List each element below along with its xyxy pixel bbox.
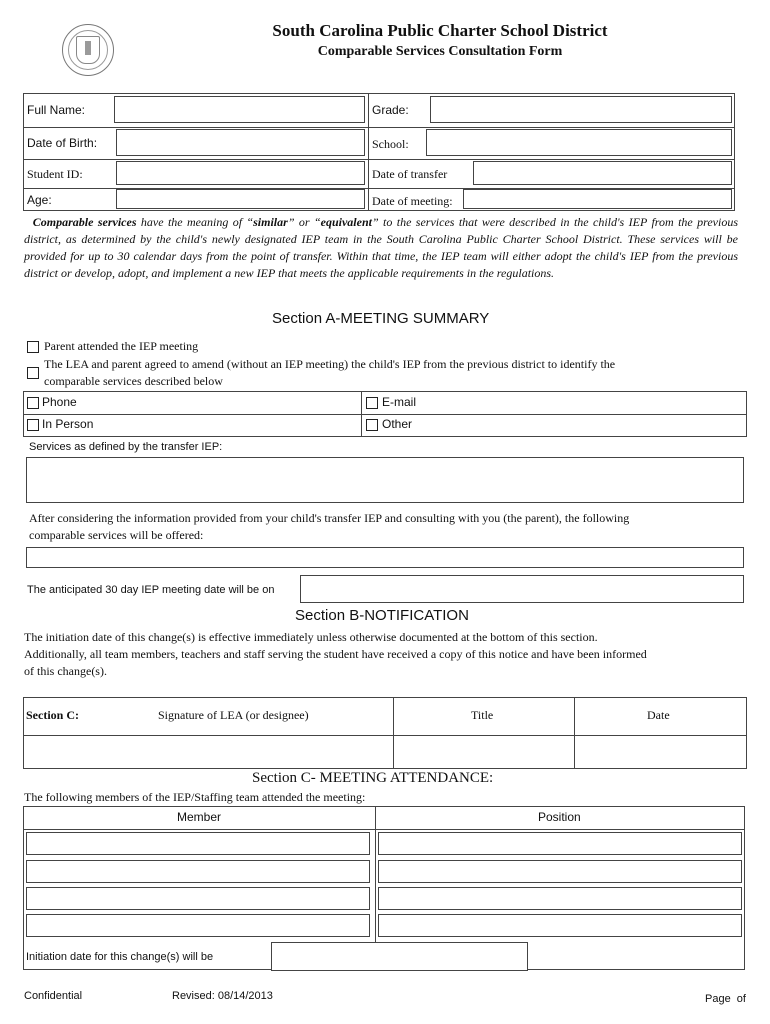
position-field-1[interactable] bbox=[378, 832, 742, 855]
form-subtitle: Comparable Services Consultation Form bbox=[317, 44, 563, 59]
intro-paragraph: Comparable services have the meaning of “similar” or “equivalent” to the services that were described in the child's IEP from the previous district, as determined by the child's newly designated IEP team in the South Carolina Public Charter School District. These services will be provided for up to 30 calendar days from the point of transfer. Within that time, the IEP team will either adopt the child's IEP from the previous district or develop, adopt, and implement a new IEP that meets the applicable requirements in the regulations. bbox=[24, 215, 738, 280]
phone-checkbox[interactable] bbox=[27, 397, 39, 409]
initiation-date-label: Initiation date for this change(s) will be bbox=[26, 951, 214, 963]
lea-title-field[interactable] bbox=[393, 735, 573, 768]
other-checkbox[interactable] bbox=[366, 419, 378, 431]
full-name-field[interactable] bbox=[114, 96, 365, 123]
member-header: Member bbox=[177, 810, 222, 824]
transfer-services-field[interactable] bbox=[26, 457, 744, 503]
agreed-amend-label-line1: The LEA and parent agreed to amend (without an IEP meeting) the child's IEP from the previous district to identify the bbox=[44, 357, 616, 371]
dob-label: Date of Birth: bbox=[27, 136, 98, 150]
lea-date-field[interactable] bbox=[574, 735, 746, 768]
lea-signature-field[interactable] bbox=[24, 735, 392, 768]
parent-attended-checkbox[interactable] bbox=[27, 341, 39, 353]
section-a-heading: Section A-MEETING SUMMARY bbox=[272, 310, 490, 327]
grade-field[interactable] bbox=[430, 96, 732, 123]
attendance-intro: The following members of the IEP/Staffing team attended the meeting: bbox=[24, 790, 366, 804]
section-b-heading: Section B-NOTIFICATION bbox=[295, 607, 469, 624]
member-field-3[interactable] bbox=[26, 887, 370, 910]
position-header: Position bbox=[538, 810, 581, 824]
meeting-date-field[interactable] bbox=[463, 189, 732, 209]
grade-label: Grade: bbox=[372, 103, 409, 117]
email-checkbox[interactable] bbox=[366, 397, 378, 409]
agreed-amend-checkbox[interactable] bbox=[27, 367, 39, 379]
form-title: South Carolina Public Charter School District bbox=[272, 21, 608, 40]
school-label: School: bbox=[372, 137, 409, 151]
date-header: Date bbox=[647, 708, 670, 722]
initiation-date-field[interactable] bbox=[271, 942, 528, 971]
services-label: Services as defined by the transfer IEP: bbox=[29, 441, 223, 453]
agreed-amend-label-line2: comparable services described below bbox=[44, 374, 223, 388]
member-field-2[interactable] bbox=[26, 860, 370, 883]
in-person-label: In Person bbox=[42, 417, 94, 431]
age-field[interactable] bbox=[116, 189, 365, 209]
other-label: Other bbox=[382, 417, 413, 431]
position-field-4[interactable] bbox=[378, 914, 742, 937]
notification-line3: of this change(s). bbox=[24, 664, 107, 678]
in-person-checkbox[interactable] bbox=[27, 419, 39, 431]
section-c-label: Section C: bbox=[26, 708, 79, 722]
member-field-4[interactable] bbox=[26, 914, 370, 937]
phone-label: Phone bbox=[42, 395, 77, 409]
email-label: E-mail bbox=[382, 395, 417, 409]
attendance-heading: Section C- MEETING ATTENDANCE: bbox=[252, 770, 494, 786]
student-id-field[interactable] bbox=[116, 161, 365, 185]
position-field-3[interactable] bbox=[378, 887, 742, 910]
transfer-date-label: Date of transfer bbox=[372, 167, 448, 181]
dob-field[interactable] bbox=[116, 129, 365, 156]
page-number: Page of bbox=[705, 993, 746, 1005]
offered-services-field[interactable] bbox=[26, 547, 744, 568]
anticipated-date-field[interactable] bbox=[300, 575, 744, 603]
offered-text-line2: comparable services will be offered: bbox=[29, 528, 204, 542]
revised-date: Revised: 08/14/2013 bbox=[172, 990, 273, 1002]
meeting-date-label: Date of meeting: bbox=[372, 194, 453, 208]
anticipated-date-label: The anticipated 30 day IEP meeting date will be on bbox=[27, 584, 275, 596]
title-header: Title bbox=[471, 708, 494, 722]
offered-text-line1: After considering the information provided from your child's transfer IEP and consulting with you (the parent), the following bbox=[29, 511, 630, 525]
signature-header: Signature of LEA (or designee) bbox=[158, 708, 309, 722]
notification-line1: The initiation date of this change(s) is effective immediately unless otherwise documented at the bottom of this section. bbox=[24, 630, 598, 644]
member-field-1[interactable] bbox=[26, 832, 370, 855]
position-field-2[interactable] bbox=[378, 860, 742, 883]
parent-attended-label: Parent attended the IEP meeting bbox=[44, 339, 199, 353]
transfer-date-field[interactable] bbox=[473, 161, 732, 185]
confidential-label: Confidential bbox=[24, 990, 83, 1002]
notification-line2: Additionally, all team members, teachers and staff serving the student have received a copy of this notice and have been informed bbox=[24, 647, 647, 661]
school-field[interactable] bbox=[426, 129, 732, 156]
student-id-label: Student ID: bbox=[27, 167, 83, 181]
age-label: Age: bbox=[27, 193, 52, 207]
district-seal-logo bbox=[62, 24, 114, 76]
full-name-label: Full Name: bbox=[27, 103, 86, 117]
